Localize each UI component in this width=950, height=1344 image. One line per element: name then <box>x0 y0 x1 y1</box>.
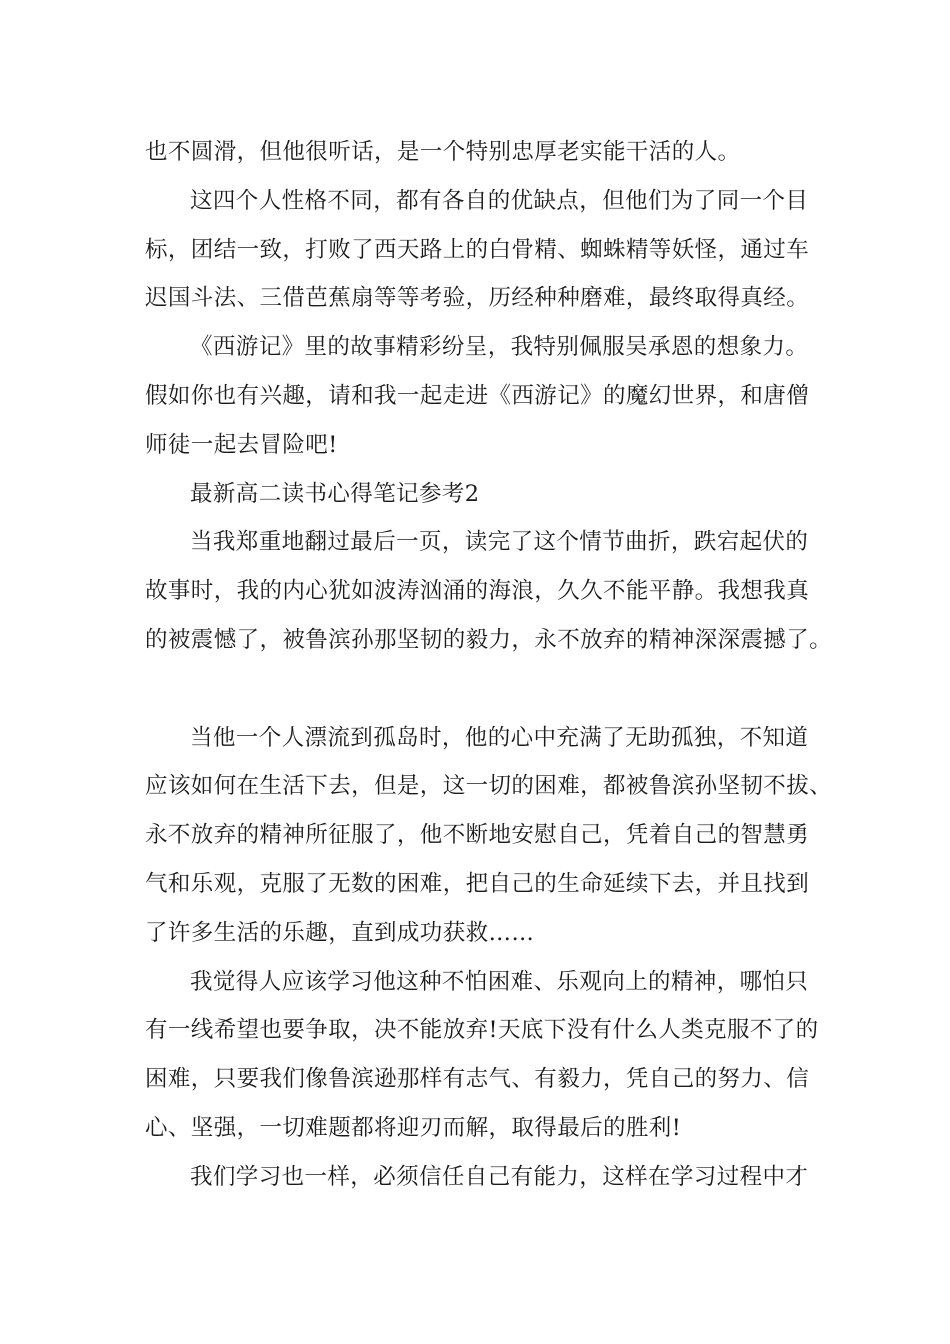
section-heading: 最新高二读书心得笔记参考2 <box>190 480 480 507</box>
text-line: 标，团结一致，打败了西天路上的白骨精、蜘蛛精等妖怪，通过车 <box>145 236 810 263</box>
text-line: 假如你也有兴趣，请和我一起走进《西游记》的魔幻世界，和唐僧 <box>145 382 810 409</box>
text-line: 故事时，我的内心犹如波涛汹涌的海浪，久久不能平静。我想我真 <box>145 578 810 605</box>
text-line: 有一线希望也要争取，决不能放弃!天底下没有什么人类克服不了的 <box>145 1017 819 1044</box>
text-line: 这四个人性格不同，都有各自的优缺点，但他们为了同一个目 <box>190 187 809 214</box>
text-line: 心、坚强，一切难题都将迎刃而解，取得最后的胜利! <box>145 1114 682 1141</box>
text-line: 我们学习也一样，必须信任自己有能力，这样在学习过程中才 <box>190 1163 809 1190</box>
text-line: 当我郑重地翻过最后一页，读完了这个情节曲折，跌宕起伏的 <box>190 529 809 556</box>
text-line: 《西游记》里的故事精彩纷呈，我特别佩服吴承恩的想象力。 <box>190 334 809 361</box>
text-line: 的被震憾了，被鲁滨孙那坚韧的毅力，永不放弃的精神深深震撼了。 <box>145 626 833 653</box>
document-body <box>145 128 835 1202</box>
text-line: 当他一个人漂流到孤岛时，他的心中充满了无助孤独，不知道 <box>190 724 809 751</box>
text-line: 气和乐观，克服了无数的困难，把自己的生命延续下去，并且找到 <box>145 870 810 897</box>
blank-line <box>145 665 835 714</box>
text-line: 应该如何在生活下去，但是，这一切的困难，都被鲁滨孙坚韧不拔、 <box>145 773 833 800</box>
text-line: 困难，只要我们像鲁滨逊那样有志气、有毅力，凭自己的努力、信 <box>145 1066 810 1093</box>
text-line: 了许多生活的乐趣，直到成功获救…… <box>145 919 535 946</box>
text-line: 师徒一起去冒险吧! <box>145 431 338 458</box>
text-line: 迟国斗法、三借芭蕉扇等等考验，历经种种磨难，最终取得真经。 <box>145 285 810 312</box>
text-line: 永不放弃的精神所征服了，他不断地安慰自己，凭着自己的智慧勇 <box>145 822 810 849</box>
text-line: 我觉得人应该学习他这种不怕困难、乐观向上的精神，哪怕只 <box>190 968 809 995</box>
text-line: 也不圆滑，但他很听话，是一个特别忠厚老实能干活的人。 <box>145 139 741 165</box>
